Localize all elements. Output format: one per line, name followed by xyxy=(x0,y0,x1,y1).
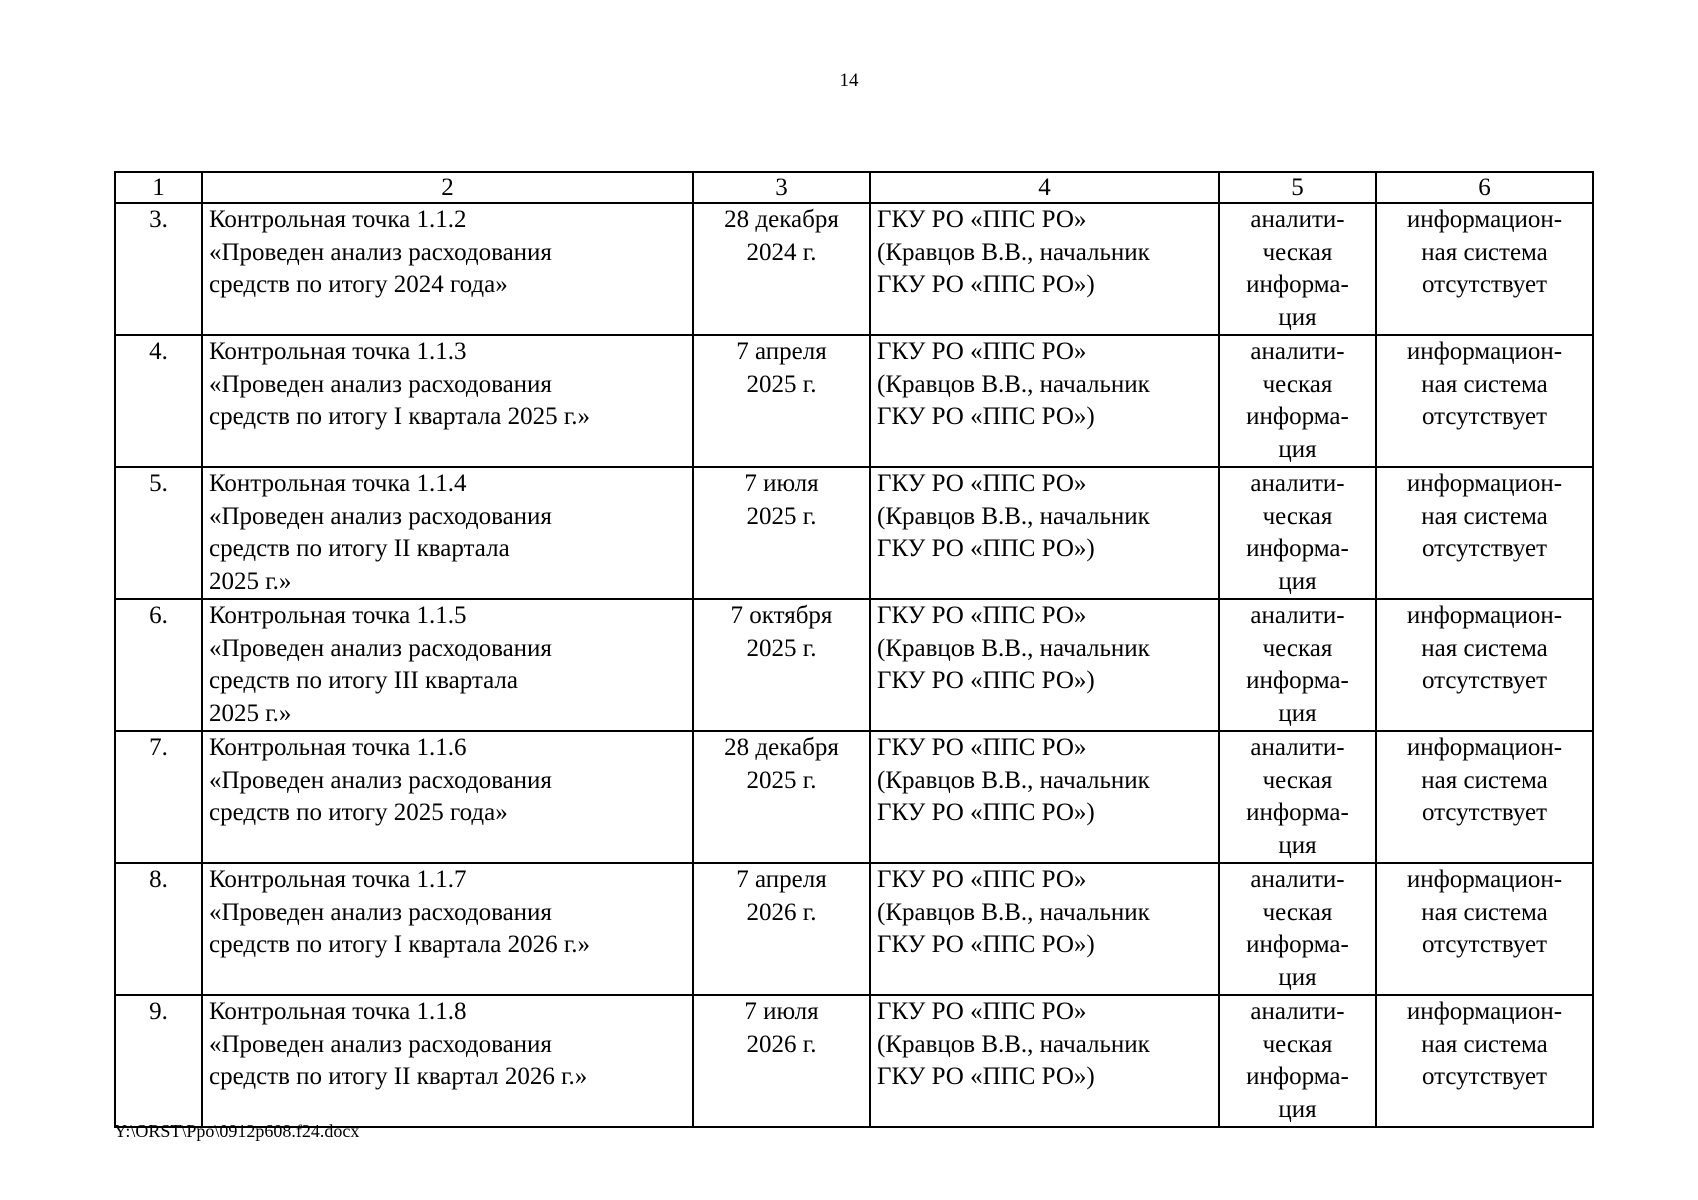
control-point-cell xyxy=(202,467,693,599)
table-row xyxy=(115,203,1593,335)
info-system-cell-line: ная система xyxy=(1421,370,1548,398)
row-number-cell: 6. xyxy=(115,599,202,731)
responsible-cell-line: ГКУ РО «ППС РО» xyxy=(877,470,1087,497)
document-type-cell xyxy=(1219,203,1376,335)
deadline-cell-line: 2024 г. xyxy=(746,238,817,266)
control-point-cell-line: «Проведен анализ расходования xyxy=(209,502,552,530)
control-point-cell-line: 2025 г.» xyxy=(209,567,292,595)
row-number-cell: 3. xyxy=(115,203,202,335)
control-point-cell-line: «Проведен анализ расходования xyxy=(209,1030,552,1058)
info-system-cell xyxy=(1376,863,1593,995)
table-row xyxy=(115,599,1593,731)
control-point-cell-line: «Проведен анализ расходования xyxy=(209,634,552,662)
info-system-cell xyxy=(1376,995,1593,1127)
info-system-cell-line: информацион- xyxy=(1406,602,1563,629)
deadline-cell xyxy=(693,995,870,1127)
control-point-cell-line: средств по итогу II квартал 2026 г.» xyxy=(209,1063,588,1090)
responsible-cell-line: ГКУ РО «ППС РО» xyxy=(877,206,1087,233)
info-system-cell-line: ная система xyxy=(1421,1030,1548,1058)
info-system-cell-line: информацион- xyxy=(1406,998,1563,1025)
deadline-cell-line: 7 апреля xyxy=(736,866,827,893)
deadline-cell xyxy=(693,863,870,995)
deadline-cell-line: 28 декабря xyxy=(724,734,839,761)
column-number-1: 1 xyxy=(115,172,202,203)
responsible-cell-line: ГКУ РО «ППС РО») xyxy=(877,535,1095,562)
document-type-cell xyxy=(1219,467,1376,599)
responsible-cell-line: ГКУ РО «ППС РО» xyxy=(877,338,1087,365)
document-type-cell-line: аналити- xyxy=(1250,998,1345,1025)
control-point-cell-line: «Проведен анализ расходования xyxy=(209,238,552,266)
responsible-cell-line: ГКУ РО «ППС РО») xyxy=(877,799,1095,826)
info-system-cell-line: информацион- xyxy=(1406,866,1563,893)
document-type-cell-line: информа- xyxy=(1246,403,1349,430)
responsible-cell-line: ГКУ РО «ППС РО» xyxy=(877,998,1087,1025)
document-type-cell-line: ческая xyxy=(1262,766,1333,794)
responsible-cell-line: (Кравцов В.В., начальник xyxy=(877,1030,1150,1058)
document-type-cell-line: ческая xyxy=(1262,502,1333,530)
column-number-5: 5 xyxy=(1219,172,1376,203)
column-number-3: 3 xyxy=(693,172,870,203)
control-point-cell xyxy=(202,863,693,995)
document-type-cell-line: ция xyxy=(1278,303,1317,331)
deadline-cell-line: 2025 г. xyxy=(746,502,817,530)
document-type-cell-line: информа- xyxy=(1246,667,1349,694)
deadline-cell-line: 7 июля xyxy=(744,470,819,497)
control-point-cell-line: средств по итогу III квартала xyxy=(209,667,518,694)
info-system-cell-line: отсутствует xyxy=(1421,931,1548,958)
document-type-cell-line: информа- xyxy=(1246,535,1349,562)
responsible-cell-line: (Кравцов В.В., начальник xyxy=(877,370,1150,398)
info-system-cell-line: отсутствует xyxy=(1421,799,1548,826)
row-number-cell: 4. xyxy=(115,335,202,467)
deadline-cell-line: 28 декабря xyxy=(724,206,839,233)
control-point-cell-line: Контрольная точка 1.1.7 xyxy=(209,866,467,893)
info-system-cell-line: отсутствует xyxy=(1421,1063,1548,1090)
table-row xyxy=(115,995,1593,1127)
control-point-cell xyxy=(202,599,693,731)
responsible-cell-line: ГКУ РО «ППС РО» xyxy=(877,602,1087,629)
document-type-cell xyxy=(1219,335,1376,467)
responsible-cell-line: ГКУ РО «ППС РО») xyxy=(877,403,1095,430)
document-type-cell-line: ция xyxy=(1278,567,1317,595)
control-point-cell xyxy=(202,731,693,863)
document-type-cell-line: аналити- xyxy=(1250,866,1345,893)
document-type-cell xyxy=(1219,599,1376,731)
info-system-cell-line: отсутствует xyxy=(1421,535,1548,562)
document-type-cell-line: информа- xyxy=(1246,271,1349,298)
responsible-cell xyxy=(870,203,1219,335)
control-point-cell-line: средств по итогу I квартала 2026 г.» xyxy=(209,931,591,958)
document-type-cell-line: аналити- xyxy=(1250,206,1345,233)
control-point-cell-line: Контрольная точка 1.1.4 xyxy=(209,470,467,497)
table-row xyxy=(115,467,1593,599)
document-type-cell-line: аналити- xyxy=(1250,338,1345,365)
info-system-cell xyxy=(1376,731,1593,863)
info-system-cell-line: отсутствует xyxy=(1421,403,1548,430)
control-point-cell xyxy=(202,203,693,335)
control-point-cell-line: 2025 г.» xyxy=(209,699,292,727)
document-type-cell xyxy=(1219,995,1376,1127)
row-number-cell: 5. xyxy=(115,467,202,599)
control-point-cell-line: Контрольная точка 1.1.3 xyxy=(209,338,467,365)
document-type-cell-line: аналити- xyxy=(1250,602,1345,629)
responsible-cell-line: ГКУ РО «ППС РО») xyxy=(877,271,1095,298)
info-system-cell-line: информацион- xyxy=(1406,470,1563,497)
deadline-cell-line: 2026 г. xyxy=(746,898,817,926)
deadline-cell-line: 2026 г. xyxy=(746,1030,817,1058)
deadline-cell xyxy=(693,467,870,599)
deadline-cell xyxy=(693,335,870,467)
responsible-cell xyxy=(870,995,1219,1127)
responsible-cell-line: (Кравцов В.В., начальник xyxy=(877,238,1150,266)
row-number-cell: 7. xyxy=(115,731,202,863)
responsible-cell-line: ГКУ РО «ППС РО») xyxy=(877,1063,1095,1090)
control-point-cell-line: «Проведен анализ расходования xyxy=(209,766,552,794)
responsible-cell-line: ГКУ РО «ППС РО») xyxy=(877,667,1095,694)
control-point-cell-line: средств по итогу II квартала xyxy=(209,535,510,562)
document-type-cell-line: ческая xyxy=(1262,634,1333,662)
column-number-6: 6 xyxy=(1376,172,1593,203)
deadline-cell-line: 7 апреля xyxy=(736,338,827,365)
responsible-cell xyxy=(870,863,1219,995)
control-point-cell-line: Контрольная точка 1.1.8 xyxy=(209,998,467,1025)
control-point-cell-line: «Проведен анализ расходования xyxy=(209,370,552,398)
document-type-cell-line: аналити- xyxy=(1250,734,1345,761)
deadline-cell-line: 2025 г. xyxy=(746,370,817,398)
row-number-cell: 9. xyxy=(115,995,202,1127)
responsible-cell xyxy=(870,335,1219,467)
document-type-cell-line: информа- xyxy=(1246,931,1349,958)
table-row xyxy=(115,863,1593,995)
control-point-cell-line: «Проведен анализ расходования xyxy=(209,898,552,926)
document-type-cell-line: ческая xyxy=(1262,238,1333,266)
deadline-cell xyxy=(693,599,870,731)
control-point-cell-line: Контрольная точка 1.1.6 xyxy=(209,734,467,761)
control-point-cell-line: Контрольная точка 1.1.2 xyxy=(209,206,467,233)
column-number-2: 2 xyxy=(202,172,693,203)
document-type-cell-line: ция xyxy=(1278,963,1317,991)
info-system-cell xyxy=(1376,203,1593,335)
document-type-cell xyxy=(1219,731,1376,863)
control-point-cell xyxy=(202,995,693,1127)
document-type-cell-line: ческая xyxy=(1262,898,1333,926)
responsible-cell-line: (Кравцов В.В., начальник xyxy=(877,766,1150,794)
control-point-cell-line: средств по итогу 2024 года» xyxy=(209,271,508,298)
responsible-cell-line: (Кравцов В.В., начальник xyxy=(877,898,1150,926)
responsible-cell-line: (Кравцов В.В., начальник xyxy=(877,634,1150,662)
info-system-cell xyxy=(1376,467,1593,599)
responsible-cell-line: ГКУ РО «ППС РО» xyxy=(877,734,1087,761)
document-type-cell-line: ческая xyxy=(1262,1030,1333,1058)
document-type-cell-line: ческая xyxy=(1262,370,1333,398)
table-row xyxy=(115,731,1593,863)
info-system-cell-line: ная система xyxy=(1421,898,1548,926)
document-type-cell-line: ция xyxy=(1278,1095,1317,1123)
info-system-cell-line: информацион- xyxy=(1406,206,1563,233)
deadline-cell xyxy=(693,731,870,863)
document-type-cell xyxy=(1219,863,1376,995)
deadline-cell xyxy=(693,203,870,335)
control-point-cell-line: Контрольная точка 1.1.5 xyxy=(209,602,467,629)
control-point-cell-line: средств по итогу I квартала 2025 г.» xyxy=(209,403,591,430)
row-number-cell: 8. xyxy=(115,863,202,995)
document-type-cell-line: ция xyxy=(1278,831,1317,859)
deadline-cell-line: 2025 г. xyxy=(746,766,817,794)
info-system-cell-line: отсутствует xyxy=(1421,271,1548,298)
document-type-cell-line: ция xyxy=(1278,435,1317,463)
deadline-cell-line: 2025 г. xyxy=(746,634,817,662)
column-number-4: 4 xyxy=(870,172,1219,203)
info-system-cell-line: информацион- xyxy=(1406,734,1563,761)
control-points-table xyxy=(114,171,1594,1128)
responsible-cell xyxy=(870,467,1219,599)
deadline-cell-line: 7 октября xyxy=(730,602,833,629)
document-type-cell-line: информа- xyxy=(1246,1063,1349,1090)
info-system-cell xyxy=(1376,599,1593,731)
document-type-cell-line: аналити- xyxy=(1250,470,1345,497)
info-system-cell-line: ная система xyxy=(1421,766,1548,794)
info-system-cell-line: отсутствует xyxy=(1421,667,1548,694)
document-type-cell-line: информа- xyxy=(1246,799,1349,826)
info-system-cell-line: ная система xyxy=(1421,634,1548,662)
page-number: 14 xyxy=(839,70,859,91)
deadline-cell-line: 7 июля xyxy=(744,998,819,1025)
document-type-cell-line: ция xyxy=(1278,699,1317,727)
file-path-footer: Y:\ORST\Ppo\0912p608.f24.docx xyxy=(114,1121,360,1141)
info-system-cell-line: ная система xyxy=(1421,238,1548,266)
info-system-cell xyxy=(1376,335,1593,467)
responsible-cell-line: ГКУ РО «ППС РО») xyxy=(877,931,1095,958)
table-row xyxy=(115,335,1593,467)
responsible-cell-line: (Кравцов В.В., начальник xyxy=(877,502,1150,530)
control-point-cell xyxy=(202,335,693,467)
responsible-cell-line: ГКУ РО «ППС РО» xyxy=(877,866,1087,893)
info-system-cell-line: ная система xyxy=(1421,502,1548,530)
column-number-row xyxy=(115,172,1593,203)
info-system-cell-line: информацион- xyxy=(1406,338,1563,365)
control-point-cell-line: средств по итогу 2025 года» xyxy=(209,799,508,826)
responsible-cell xyxy=(870,599,1219,731)
responsible-cell xyxy=(870,731,1219,863)
